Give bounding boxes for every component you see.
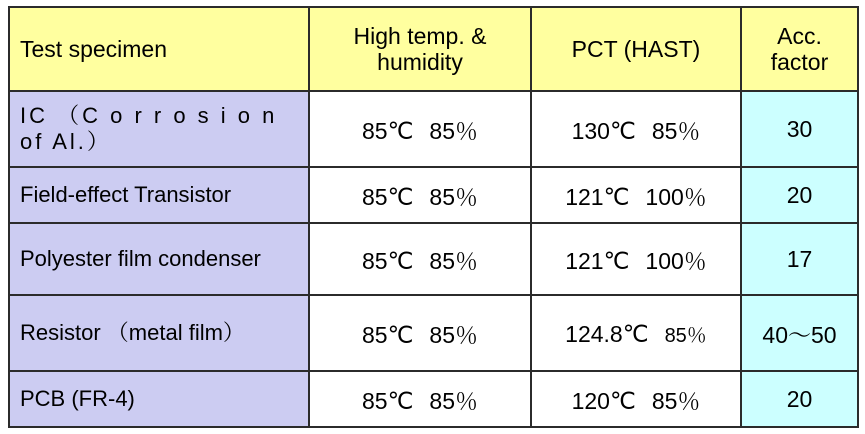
column-header-acc-factor: Acc. factor [741, 7, 858, 91]
cell-pct-hast [531, 167, 741, 223]
table-row [9, 223, 858, 295]
cell-acc-factor: 20 [741, 167, 858, 223]
pct-temp-value: 120℃ [571, 387, 636, 414]
cell-test-specimen: Polyester film condenser [9, 223, 309, 295]
cell-pct-hast [531, 295, 741, 371]
cell-acc-factor: 20 [741, 371, 858, 427]
humidity-temp-value: 85℃ [361, 117, 414, 144]
table-row [9, 295, 858, 371]
column-header-pct-hast: PCT (HAST) [531, 7, 741, 91]
humidity-temp-value: 85℃ [361, 183, 414, 210]
humidity-temp-value: 85℃ [361, 321, 414, 348]
humidity-temp-value: 85℃ [361, 247, 414, 274]
cell-test-specimen: Resistor （metal film） [9, 295, 309, 371]
table-header [9, 7, 858, 91]
pct-rh-value: 85％ [651, 117, 701, 144]
humidity-rh-value: 85％ [429, 387, 478, 414]
pct-temp-value: 130℃ [571, 117, 636, 144]
cell-pct-hast [531, 371, 741, 427]
pct-rh-value: 85％ [664, 324, 707, 347]
header-row [9, 7, 858, 91]
humidity-rh-value: 85％ [429, 117, 478, 144]
pct-rh-value: 100％ [645, 183, 707, 210]
cell-high-temp-humidity [309, 371, 531, 427]
cell-high-temp-humidity [309, 295, 531, 371]
cell-high-temp-humidity [309, 91, 531, 167]
pct-rh-value: 85％ [651, 387, 701, 414]
cell-test-specimen: Field-effect Transistor [9, 167, 309, 223]
cell-high-temp-humidity [309, 167, 531, 223]
cell-pct-hast [531, 223, 741, 295]
table-body [9, 91, 858, 427]
pct-rh-value: 100％ [645, 247, 707, 274]
column-header-test-specimen: Test specimen [9, 7, 309, 91]
cell-test-specimen: PCB (FR-4) [9, 371, 309, 427]
humidity-temp-value: 85℃ [361, 387, 414, 414]
cell-high-temp-humidity [309, 223, 531, 295]
pct-temp-value: 121℃ [565, 247, 630, 274]
table-row [9, 91, 858, 167]
cell-pct-hast [531, 91, 741, 167]
cell-test-specimen: IC （C o r r o s i o n of Al.） [9, 91, 309, 167]
cell-acc-factor: 17 [741, 223, 858, 295]
humidity-rh-value: 85％ [429, 183, 478, 210]
accelerated-test-conditions-table [8, 6, 859, 428]
humidity-rh-value: 85％ [429, 321, 478, 348]
cell-acc-factor: 30 [741, 91, 858, 167]
cell-acc-factor: 40～50 [741, 295, 858, 371]
table-row [9, 167, 858, 223]
table-row [9, 371, 858, 427]
humidity-rh-value: 85％ [429, 247, 478, 274]
pct-temp-value: 124.8℃ [565, 320, 649, 347]
pct-temp-value: 121℃ [565, 183, 630, 210]
column-header-high-temp-humidity: High temp. & humidity [309, 7, 531, 91]
